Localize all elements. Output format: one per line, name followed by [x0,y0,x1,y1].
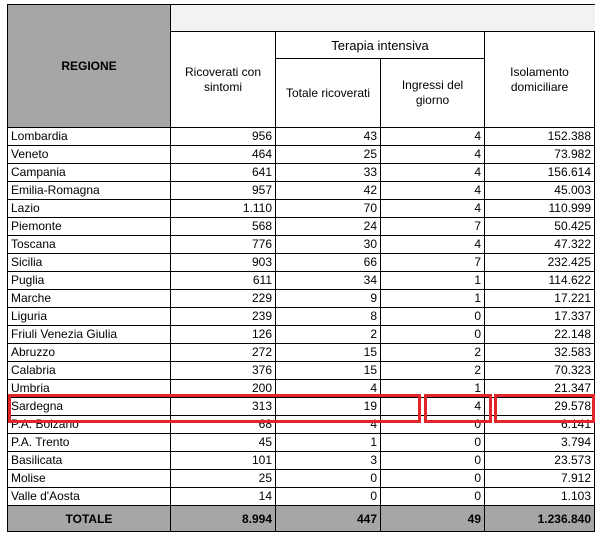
ingressi-cell: 7 [381,254,485,272]
isolamento-cell: 22.148 [485,326,595,344]
ingressi-cell: 0 [381,416,485,434]
ingressi-cell: 4 [381,182,485,200]
ti-totale-cell: 33 [276,164,381,182]
region-name-cell: Marche [8,290,171,308]
covid-region-table-frame [7,4,595,534]
ricoverati-cell: 25 [171,470,276,488]
isolamento-cell: 73.982 [485,146,595,164]
table-row [8,164,595,182]
ti-totale-cell: 9 [276,290,381,308]
ti-totale-cell: 25 [276,146,381,164]
ricoverati-cell: 45 [171,434,276,452]
ricoverati-cell: 776 [171,236,276,254]
region-name-cell: Lombardia [8,128,171,146]
table-row [8,434,595,452]
ingressi-cell: 2 [381,362,485,380]
total-ti-totale: 447 [276,506,381,532]
ricoverati-cell: 239 [171,308,276,326]
isolamento-cell: 23.573 [485,452,595,470]
table-row [8,452,595,470]
total-isolamento: 1.236.840 [485,506,595,532]
isolamento-cell: 110.999 [485,200,595,218]
ti-totale-cell: 15 [276,344,381,362]
header-isolamento-domiciliare: Isolamento domiciliare [485,32,595,128]
region-name-cell: P.A. Trento [8,434,171,452]
isolamento-cell: 32.583 [485,344,595,362]
region-name-cell: Piemonte [8,218,171,236]
table-row [8,200,595,218]
region-name-cell: Campania [8,164,171,182]
table-row [8,218,595,236]
ricoverati-cell: 641 [171,164,276,182]
header-terapia-intensiva: Terapia intensiva [276,32,485,59]
isolamento-cell: 21.347 [485,380,595,398]
ricoverati-cell: 1.110 [171,200,276,218]
ricoverati-cell: 957 [171,182,276,200]
ricoverati-cell: 126 [171,326,276,344]
table-row [8,326,595,344]
ti-totale-cell: 24 [276,218,381,236]
table-row [8,236,595,254]
ingressi-cell: 4 [381,128,485,146]
header-ingressi-del-giorno: Ingressi del giorno [381,59,485,128]
header-regione: REGIONE [8,5,171,128]
ti-totale-cell: 66 [276,254,381,272]
isolamento-cell: 156.614 [485,164,595,182]
isolamento-cell: 1.103 [485,488,595,506]
ingressi-cell: 0 [381,308,485,326]
ti-totale-cell: 4 [276,416,381,434]
ricoverati-cell: 568 [171,218,276,236]
table-row [8,308,595,326]
ti-totale-cell: 19 [276,398,381,416]
region-name-cell: Lazio [8,200,171,218]
isolamento-cell: 17.337 [485,308,595,326]
ingressi-cell: 1 [381,380,485,398]
table-row [8,398,595,416]
ingressi-cell: 0 [381,434,485,452]
table-row [8,128,595,146]
region-name-cell: Puglia [8,272,171,290]
table-row [8,416,595,434]
region-name-cell: Liguria [8,308,171,326]
ti-totale-cell: 15 [276,362,381,380]
ingressi-cell: 4 [381,236,485,254]
ricoverati-cell: 313 [171,398,276,416]
table-row [8,182,595,200]
ingressi-cell: 2 [381,344,485,362]
ti-totale-cell: 42 [276,182,381,200]
ingressi-cell: 4 [381,146,485,164]
table-row [8,344,595,362]
isolamento-cell: 70.323 [485,362,595,380]
region-name-cell: Sicilia [8,254,171,272]
table-row [8,470,595,488]
isolamento-cell: 45.003 [485,182,595,200]
ingressi-cell: 0 [381,326,485,344]
ingressi-cell: 4 [381,398,485,416]
isolamento-cell: 152.388 [485,128,595,146]
ricoverati-cell: 200 [171,380,276,398]
ricoverati-cell: 903 [171,254,276,272]
region-name-cell: Umbria [8,380,171,398]
ti-totale-cell: 1 [276,434,381,452]
region-name-cell: Sardegna [8,398,171,416]
total-ricoverati: 8.994 [171,506,276,532]
region-name-cell: Valle d'Aosta [8,488,171,506]
table-row [8,254,595,272]
total-ingressi: 49 [381,506,485,532]
region-name-cell: Abruzzo [8,344,171,362]
ti-totale-cell: 30 [276,236,381,254]
region-name-cell: Toscana [8,236,171,254]
isolamento-cell: 29.578 [485,398,595,416]
ingressi-cell: 7 [381,218,485,236]
ti-totale-cell: 4 [276,380,381,398]
isolamento-cell: 114.622 [485,272,595,290]
region-name-cell: Friuli Venezia Giulia [8,326,171,344]
ingressi-cell: 0 [381,488,485,506]
header-ricoverati-con-sintomi: Ricoverati con sintomi [171,32,276,128]
isolamento-cell: 17.221 [485,290,595,308]
ti-totale-cell: 0 [276,488,381,506]
table-body [8,128,595,506]
region-name-cell: P.A. Bolzano [8,416,171,434]
ingressi-cell: 0 [381,452,485,470]
regional-data-table [7,4,595,532]
ti-totale-cell: 43 [276,128,381,146]
ingressi-cell: 1 [381,272,485,290]
ricoverati-cell: 229 [171,290,276,308]
table-row [8,488,595,506]
region-name-cell: Calabria [8,362,171,380]
ingressi-cell: 0 [381,470,485,488]
table-row [8,362,595,380]
isolamento-cell: 3.794 [485,434,595,452]
ricoverati-cell: 14 [171,488,276,506]
ingressi-cell: 4 [381,164,485,182]
isolamento-cell: 50.425 [485,218,595,236]
ricoverati-cell: 376 [171,362,276,380]
region-name-cell: Veneto [8,146,171,164]
ricoverati-cell: 272 [171,344,276,362]
ricoverati-cell: 611 [171,272,276,290]
total-label: TOTALE [8,506,171,532]
region-name-cell: Molise [8,470,171,488]
ricoverati-cell: 956 [171,128,276,146]
ricoverati-cell: 101 [171,452,276,470]
isolamento-cell: 7.912 [485,470,595,488]
isolamento-cell: 6.141 [485,416,595,434]
isolamento-cell: 232.425 [485,254,595,272]
isolamento-cell: 47.322 [485,236,595,254]
ricoverati-cell: 68 [171,416,276,434]
region-name-cell: Basilicata [8,452,171,470]
total-row [8,506,595,532]
header-totale-ricoverati: Totale ricoverati [276,59,381,128]
table-row [8,290,595,308]
table-row [8,272,595,290]
header-top-band [171,5,595,32]
ricoverati-cell: 464 [171,146,276,164]
ti-totale-cell: 34 [276,272,381,290]
region-name-cell: Emilia-Romagna [8,182,171,200]
ti-totale-cell: 70 [276,200,381,218]
ti-totale-cell: 0 [276,470,381,488]
ingressi-cell: 4 [381,200,485,218]
ti-totale-cell: 2 [276,326,381,344]
ti-totale-cell: 8 [276,308,381,326]
ingressi-cell: 1 [381,290,485,308]
table-row [8,146,595,164]
ti-totale-cell: 3 [276,452,381,470]
table-row [8,380,595,398]
